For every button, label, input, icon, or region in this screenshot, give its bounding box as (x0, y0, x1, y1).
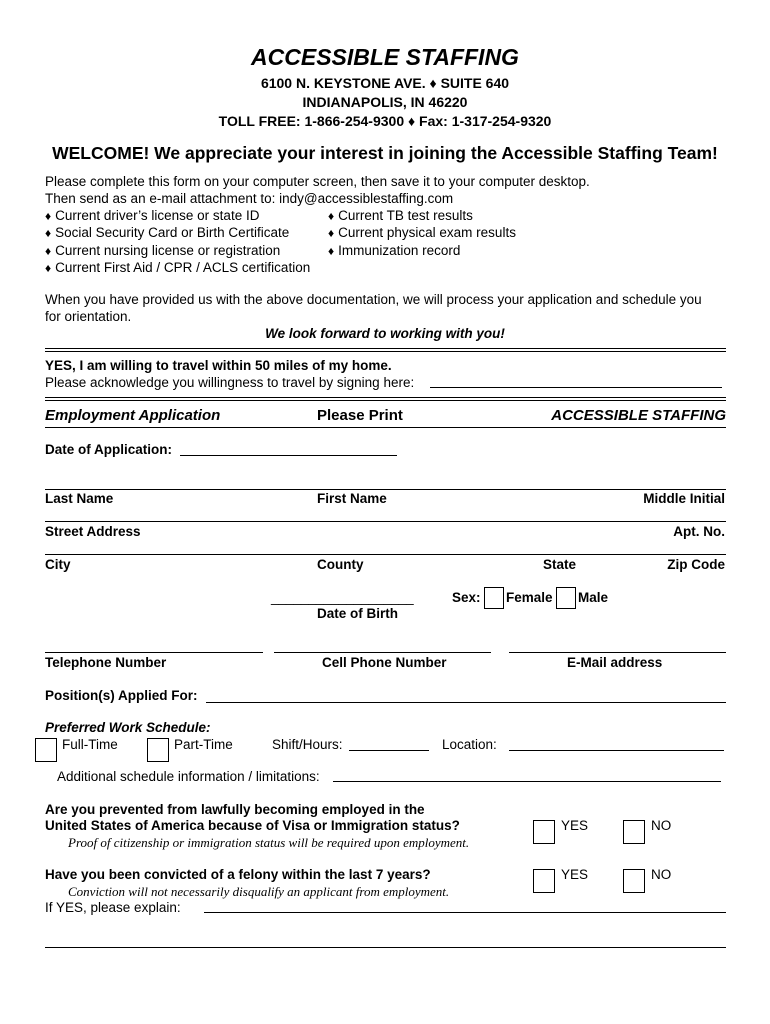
zip-code-label: Zip Code (667, 557, 725, 572)
q1-no-checkbox[interactable] (623, 820, 645, 844)
part-time-checkbox[interactable] (147, 738, 169, 762)
schedule-heading: Preferred Work Schedule: (45, 720, 211, 735)
company-title: ACCESSIBLE STAFFING (251, 44, 519, 70)
additional-schedule-field[interactable] (333, 781, 721, 782)
explain-label: If YES, please explain: (45, 900, 181, 915)
positions-field[interactable] (206, 702, 726, 703)
date-of-application-field[interactable] (180, 455, 397, 456)
email-field-line[interactable] (509, 652, 726, 653)
employment-application-label: Employment Application (45, 407, 221, 424)
doc-item: ♦ Current TB test results (328, 208, 473, 223)
name-field-line[interactable] (45, 489, 726, 490)
section-divider (45, 397, 726, 401)
shift-hours-field[interactable] (349, 750, 429, 751)
q1-yes-checkbox[interactable] (533, 820, 555, 844)
doc-item: ♦ Current nursing license or registration (45, 243, 281, 258)
location-field[interactable] (509, 750, 724, 751)
explain-field[interactable] (204, 912, 726, 913)
q2-yes-label: YES (561, 867, 589, 882)
positions-label: Position(s) Applied For: (45, 688, 198, 703)
city-field-line[interactable] (45, 554, 726, 555)
q1-note: Proof of citizenship or immigration status will be required upon employment. (68, 835, 470, 850)
telephone-field-line[interactable] (45, 652, 263, 653)
instruction-line-2: Then send as an e-mail attachment to: indy@accessiblestaffing.com (45, 191, 454, 206)
explain-field-line-2[interactable] (45, 947, 726, 948)
sex-label: Sex: (452, 590, 481, 605)
travel-heading: YES, I am willing to travel within 50 miles of my home. (45, 358, 392, 373)
email-label: E-Mail address (567, 655, 663, 670)
county-label: County (317, 557, 364, 572)
q2-yes-checkbox[interactable] (533, 869, 555, 893)
date-of-application-label: Date of Application: (45, 442, 172, 457)
full-time-label: Full-Time (62, 737, 118, 752)
first-name-label: First Name (317, 491, 387, 506)
process-line-2: for orientation. (45, 309, 132, 324)
q2-text: Have you been convicted of a felony within the last 7 years? (45, 867, 431, 882)
last-name-label: Last Name (45, 491, 114, 506)
telephone-label: Telephone Number (45, 655, 167, 670)
date-of-birth-field[interactable]: ___________________ (271, 590, 414, 605)
male-label: Male (578, 590, 609, 605)
section-divider (45, 348, 726, 352)
location-label: Location: (442, 737, 497, 752)
q2-no-checkbox[interactable] (623, 869, 645, 893)
address-line-1: 6100 N. KEYSTONE AVE. ♦ SUITE 640 (260, 75, 510, 91)
cell-phone-field-line[interactable] (274, 652, 491, 653)
middle-initial-label: Middle Initial (643, 491, 725, 506)
doc-item: ♦ Immunization record (328, 243, 461, 258)
part-time-label: Part-Time (174, 737, 233, 752)
phone-line: TOLL FREE: 1-866-254-9300 ♦ Fax: 1-317-254-9320 (218, 113, 552, 129)
header-underline (45, 427, 726, 428)
address-field-line[interactable] (45, 521, 726, 522)
please-print-label: Please Print (317, 407, 403, 424)
doc-item: ♦ Current driver’s license or state ID (45, 208, 260, 223)
q2-no-label: NO (651, 867, 672, 882)
shift-hours-label: Shift/Hours: (272, 737, 343, 752)
q1-yes-label: YES (561, 818, 589, 833)
apt-no-label: Apt. No. (673, 524, 725, 539)
doc-item: ♦ Current First Aid / CPR / ACLS certification (45, 260, 311, 275)
q2-note: Conviction will not necessarily disqualify an applicant from employment. (68, 884, 450, 899)
date-of-birth-label: Date of Birth (317, 606, 398, 621)
female-checkbox[interactable] (484, 587, 504, 609)
process-line-1: When you have provided us with the above documentation, we will process your application and schedule you (45, 292, 702, 307)
doc-item: ♦ Current physical exam results (328, 225, 516, 240)
street-address-label: Street Address (45, 524, 141, 539)
address-line-2: INDIANAPOLIS, IN 46220 (302, 94, 468, 110)
company-label: ACCESSIBLE STAFFING (551, 407, 726, 424)
state-label: State (543, 557, 577, 572)
additional-schedule-label: Additional schedule information / limitations: (57, 769, 320, 784)
male-checkbox[interactable] (556, 587, 576, 609)
doc-item: ♦ Social Security Card or Birth Certificate (45, 225, 290, 240)
cell-phone-label: Cell Phone Number (322, 655, 447, 670)
q1-line-1: Are you prevented from lawfully becoming employed in the (45, 802, 425, 817)
full-time-checkbox[interactable] (35, 738, 57, 762)
welcome-heading: WELCOME! We appreciate your interest in joining the Accessible Staffing Team! (52, 143, 718, 163)
city-label: City (45, 557, 71, 572)
q1-no-label: NO (651, 818, 672, 833)
q1-line-2: United States of America because of Visa or Immigration status? (45, 818, 460, 833)
instruction-line-1: Please complete this form on your computer screen, then save it to your computer desktop. (45, 174, 590, 189)
closing-text: We look forward to working with you! (265, 326, 505, 341)
female-label: Female (506, 590, 553, 605)
travel-acknowledge: Please acknowledge you willingness to travel by signing here: (45, 375, 415, 390)
travel-signature-line[interactable] (430, 387, 722, 388)
